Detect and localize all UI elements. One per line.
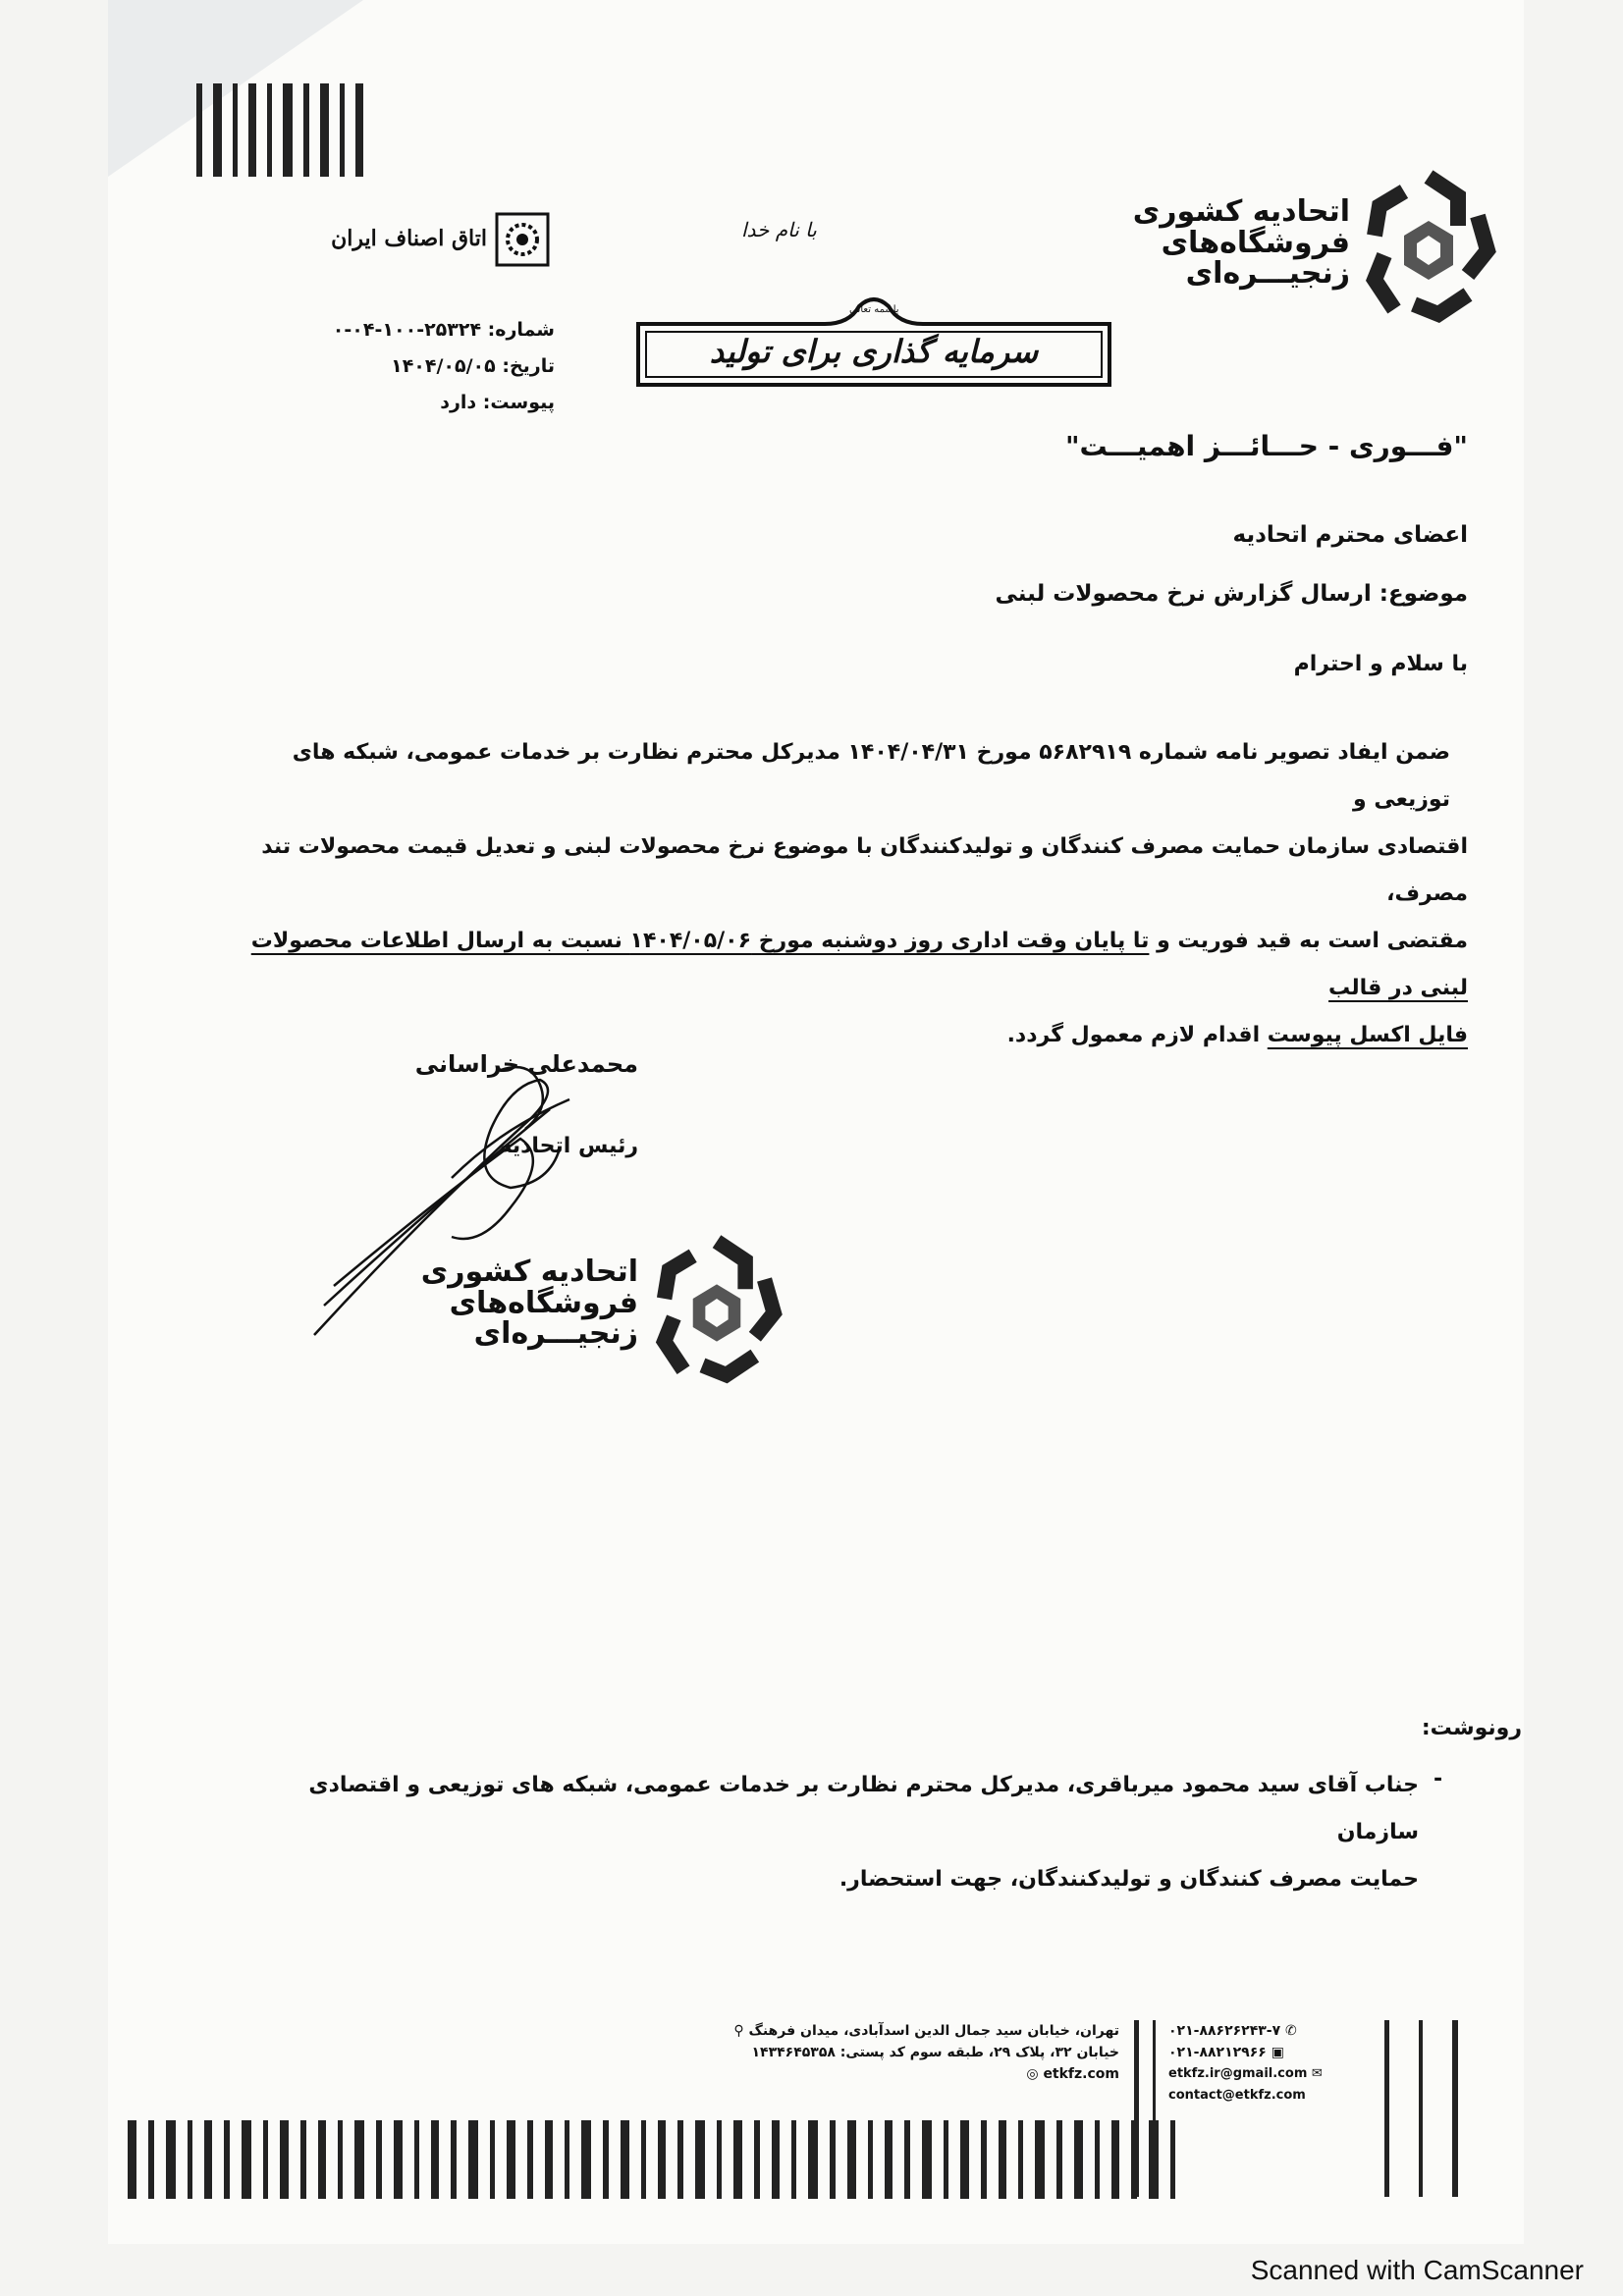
email-line-1 (1168, 2063, 1365, 2085)
union-name-line-2: فروشگاه‌های (1161, 225, 1350, 260)
otagh-logo (223, 210, 552, 269)
address-text-1: تهران، خیابان سید جمال الدین اسدآبادی، میدان فرهنگ (748, 2023, 1119, 2039)
cc-dash: - (1434, 1767, 1443, 1791)
phone-line (1168, 2020, 1365, 2042)
letter-page (108, 0, 1524, 2244)
body-paragraph (250, 729, 1468, 1059)
greeting: با سلام و احترام (1293, 652, 1468, 676)
fax-text: ۰۲۱-۸۸۲۱۲۹۶۶ (1168, 2045, 1267, 2060)
union-logo-icon (1360, 167, 1497, 334)
stamp-union-name (412, 1256, 638, 1350)
cc-line-1: جناب آقای سید محمود میرباقری، مدیرکل محترم نظارت بر خدمات عمومی، شبکه های توزیعی و اقتصادی سازمان (308, 1773, 1419, 1844)
location-icon: ⚲ (733, 2023, 744, 2039)
address-line-2: خیابان ۳۲، پلاک ۲۹، طبقه سوم کد پستی: ۱۴۳۴۶۴۵۳۵۸ (751, 2045, 1119, 2060)
top-barcode (196, 83, 363, 177)
union-logo (1105, 167, 1497, 344)
address-line-1 (658, 2020, 1119, 2042)
otagh-name: اتاق اصناف ایران (331, 226, 487, 251)
website-text: etkfz.com (1043, 2066, 1119, 2082)
signer-title: رئیس اتحادیه (499, 1134, 638, 1158)
stamp-line-3: زنجیـــره‌ای (473, 1316, 638, 1351)
body-line-3 (250, 918, 1468, 1012)
letter-date: تاریخ: ۱۴۰۴/۰۵/۰۵ (391, 355, 555, 377)
union-name-line-3: زنجیـــره‌ای (1185, 256, 1350, 291)
union-name-line-1: اتحادیه کشوری (1132, 194, 1350, 229)
subject: موضوع: ارسال گزارش نرخ محصولات لبنی (995, 581, 1468, 607)
footer-contacts (1168, 2020, 1365, 2107)
letter-attachment: پیوست: دارد (440, 392, 555, 413)
stamp-line-2: فروشگاه‌های (449, 1285, 638, 1320)
mail-icon: ✉ (1311, 2066, 1323, 2081)
body-line-3-plain: مقتضی است به قید فوریت و (1149, 929, 1468, 953)
footer-address (658, 2020, 1119, 2085)
signer-name: محمدعلی خراسانی (414, 1050, 638, 1078)
invocation: باسمه تعالی (849, 304, 899, 315)
footer-barcode-far-right (1384, 2020, 1458, 2197)
otagh-logo-icon (493, 210, 552, 269)
stamp-line-1: اتحادیه کشوری (420, 1255, 638, 1289)
web-icon: ◎ (1026, 2066, 1039, 2082)
fax-icon: ▣ (1271, 2045, 1284, 2060)
phone-icon: ✆ (1285, 2023, 1297, 2039)
letter-number: شماره: ۲۵۳۲۴-۱۰۰-۰۴-۰ (332, 319, 555, 341)
cc-label: رونوشت: (1421, 1716, 1522, 1740)
body-line-2: اقتصادی سازمان حمایت مصرف کنندگان و تولیدکنندگان با موضوع نرخ محصولات لبنی و تعدیل قیمت محصولات تند مصرف، (261, 834, 1468, 906)
body-line-4-emphasis: فایل اکسل پیوست (1267, 1023, 1468, 1047)
bism: با نام خدا (741, 218, 817, 241)
cc-line-2: حمایت مصرف کنندگان و تولیدکنندگان، جهت استحضار. (839, 1867, 1419, 1892)
bottom-barcode (128, 2120, 1175, 2199)
body-line-1: ضمن ایفاد تصویر نامه شماره ۵۶۸۲۹۱۹ مورخ ۱۴۰۴/۰۴/۳۱ مدیرکل محترم نظارت بر خدمات عمومی، شبکه های توزیعی و (292, 740, 1450, 812)
email-line-2: contact@etkfz.com (1168, 2088, 1306, 2103)
cc-text (245, 1762, 1419, 1903)
stamp-logo (412, 1232, 785, 1399)
fax-line (1168, 2042, 1365, 2063)
body-line-4-plain: اقدام لازم معمول گردد. (1006, 1023, 1268, 1047)
phone-text: ۰۲۱-۸۸۶۲۶۲۴۳-۷ (1168, 2023, 1281, 2039)
letter-meta (216, 312, 555, 421)
recipient: اعضای محترم اتحادیه (1232, 522, 1468, 548)
slogan: سرمایه گذاری برای تولید (709, 333, 1039, 370)
union-name (1114, 196, 1350, 290)
stamp-logo-icon (648, 1232, 785, 1394)
urgency-note: "فـــوری - حـــائـــز اهمیـــت" (1064, 430, 1468, 462)
email-text-1: etkfz.ir@gmail.com (1168, 2066, 1308, 2081)
body-line-3-emphasis: تا پایان وقت اداری روز دوشنبه مورخ ۱۴۰۴/۰۵/۰۶ نسبت به ارسال اطلاعات محصولات لبنی در قالب (250, 929, 1468, 1000)
website-line (658, 2063, 1119, 2085)
camscanner-watermark: Scanned with CamScanner (1250, 2255, 1584, 2285)
slogan-frame (628, 294, 1119, 391)
